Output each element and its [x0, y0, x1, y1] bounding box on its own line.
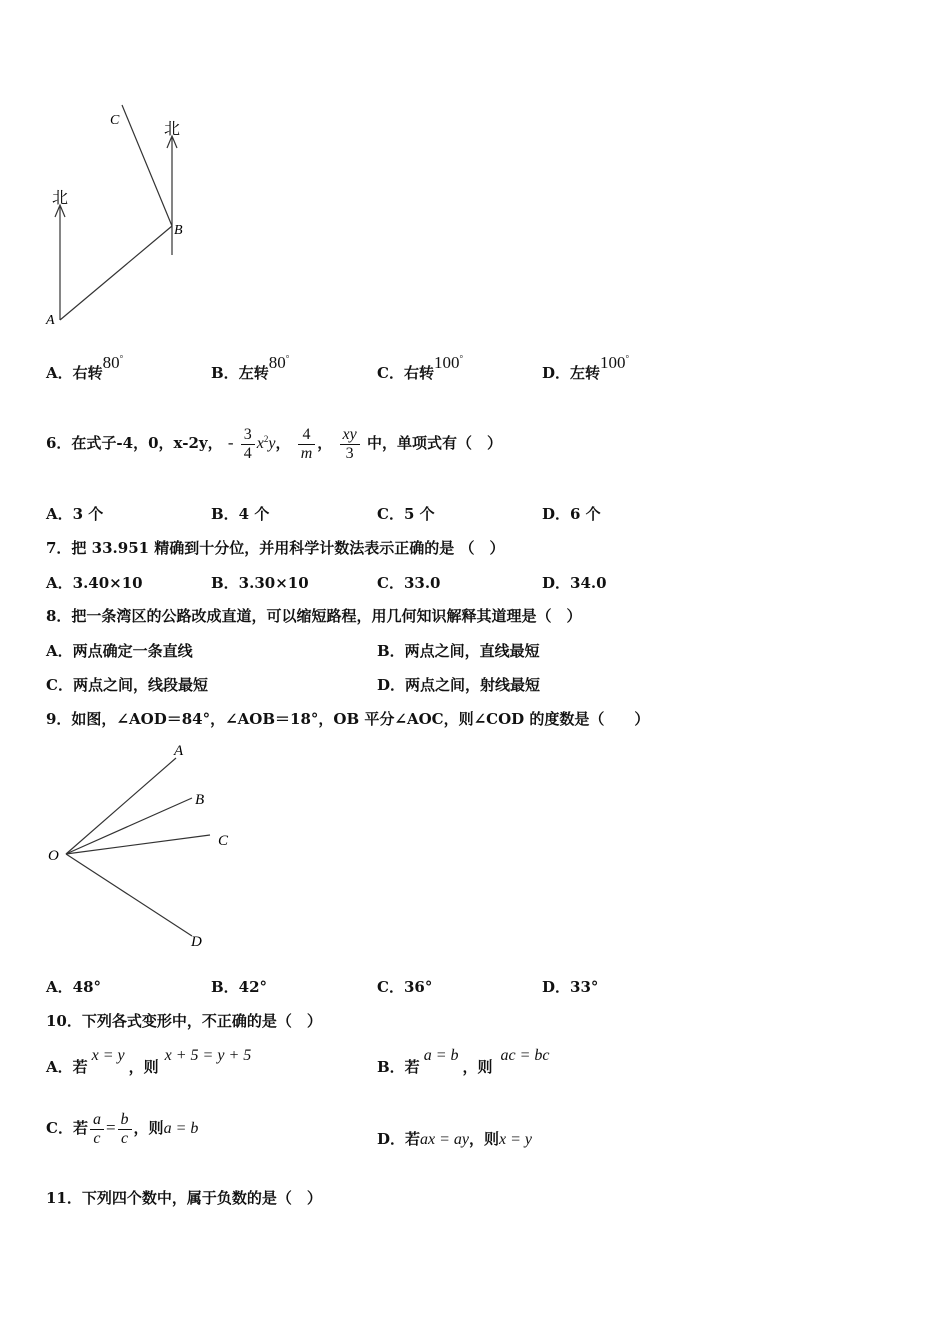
- q10-c-num1: a: [90, 1111, 104, 1130]
- q8-option-d[interactable]: D．两点之间，射线最短: [377, 676, 541, 694]
- q9-option-c[interactable]: C．36°: [377, 978, 433, 996]
- option-text: 右转: [72, 364, 103, 382]
- q6-f3-den: 3: [345, 444, 354, 462]
- q10-c-frac-1: [90, 1111, 104, 1148]
- q10-c-den2: c: [120, 1129, 129, 1147]
- ray-od: [66, 854, 192, 936]
- point-label-b: B: [195, 792, 205, 808]
- option-unit: °: [285, 353, 290, 364]
- option-letter: D．若: [377, 1130, 421, 1148]
- q9-option-d[interactable]: D．33°: [542, 978, 599, 996]
- option-value: 80: [102, 353, 120, 372]
- q8-question: 8．把一条湾区的公路改成直道，可以缩短路程，用几何知识解释其道理是（ ）: [46, 607, 582, 625]
- q10-a-cond: x = y: [91, 1047, 125, 1064]
- q10-c-frac-2: [118, 1111, 132, 1148]
- q5-option-c[interactable]: [377, 353, 464, 383]
- point-label-a: A: [174, 743, 184, 759]
- q10-question: 10．下列各式变形中，不正确的是（ ）: [46, 1012, 322, 1030]
- q9-option-b[interactable]: B．42°: [211, 978, 268, 996]
- q9-option-a[interactable]: A．48°: [46, 978, 102, 996]
- q10-b-res: ac = bc: [500, 1047, 550, 1064]
- ray-oa: [66, 758, 176, 854]
- option-value: 80: [268, 353, 286, 372]
- option-letter: A．若: [46, 1058, 88, 1076]
- q7-option-b[interactable]: B．3.30×10: [211, 574, 309, 592]
- option-value: 100: [600, 353, 626, 372]
- q10-a-res: x + 5 = y + 5: [164, 1047, 252, 1064]
- q6-f1-num: 3: [241, 426, 255, 445]
- q10-c-then: ，则: [133, 1119, 164, 1137]
- option-letter: C．: [377, 364, 404, 382]
- option-text: 左转: [570, 364, 601, 382]
- point-label-o: O: [48, 848, 59, 864]
- q5-option-d[interactable]: [542, 353, 630, 383]
- q6-sep2: ，: [317, 434, 333, 452]
- q7-question: 7．把 33.951 精确到十分位，并用科学计数法表示正确的是 （ ）: [46, 539, 505, 557]
- compass-figure: [40, 95, 200, 335]
- q7-option-c[interactable]: C．33.0: [377, 574, 441, 592]
- q10-option-c[interactable]: [46, 1106, 198, 1151]
- q6-fraction-1: [241, 426, 255, 463]
- point-label-c: C: [218, 833, 229, 849]
- q8-option-b[interactable]: B．两点之间，直线最短: [377, 642, 540, 660]
- q6-sep1: ，: [275, 434, 291, 452]
- q5-option-b[interactable]: [211, 353, 290, 383]
- q10-b-then: ，则: [462, 1058, 493, 1076]
- q6-option-d[interactable]: D．6 个: [542, 505, 601, 523]
- q8-option-a[interactable]: A．两点确定一条直线: [46, 642, 193, 660]
- option-text: 左转: [238, 364, 269, 382]
- q6-f1-exp: 2: [263, 434, 269, 444]
- point-label-b: B: [174, 223, 183, 238]
- option-letter: D．: [542, 364, 571, 382]
- q6-question: [46, 420, 502, 463]
- q6-fraction-2: [298, 426, 316, 463]
- q9-question: 9．如图，∠AOD＝84°，∠AOB＝18°，OB 平分∠AOC，则∠COD 的度数是（ ）: [46, 710, 650, 728]
- north-label-b: 北: [164, 121, 181, 138]
- q6-suffix: 中，单项式有（ ）: [366, 434, 502, 452]
- option-letter: B．若: [377, 1058, 420, 1076]
- q5-option-a[interactable]: [46, 353, 124, 383]
- option-value: 100: [433, 353, 460, 372]
- q8-option-c[interactable]: C．两点之间，线段最短: [46, 676, 208, 694]
- option-letter: B．: [211, 364, 239, 382]
- angle-figure: [40, 738, 240, 953]
- q10-c-res: a = b: [163, 1120, 199, 1137]
- q6-option-a[interactable]: A．3 个: [46, 505, 104, 523]
- option-unit: °: [625, 353, 630, 364]
- option-letter: A．: [46, 364, 73, 382]
- point-label-a: A: [46, 313, 55, 328]
- q10-option-a[interactable]: [46, 1044, 251, 1084]
- q10-option-d[interactable]: [377, 1128, 532, 1149]
- q10-d-then: ，则: [469, 1130, 500, 1148]
- q10-c-num2: b: [118, 1111, 132, 1130]
- q11-question: 11．下列四个数中，属于负数的是（ ）: [46, 1189, 322, 1207]
- q6-f3-num: xy: [340, 426, 360, 445]
- q6-f2-den: m: [300, 444, 313, 462]
- point-label-c: C: [110, 113, 120, 128]
- q10-a-then: ，则: [128, 1058, 159, 1076]
- option-text: 右转: [403, 364, 434, 382]
- q10-c-eq: =: [105, 1118, 116, 1137]
- q6-f1-den: 4: [243, 444, 252, 462]
- option-unit: °: [459, 353, 464, 364]
- q6-f1-x: x: [256, 435, 264, 452]
- q10-b-cond: a = b: [423, 1047, 459, 1064]
- q6-f1-sign: -: [227, 433, 234, 452]
- q6-prefix: 6．在式子-4，0，x-2y，: [46, 434, 223, 452]
- q10-option-b[interactable]: [377, 1044, 550, 1084]
- q6-f1-y: y: [268, 435, 276, 452]
- q10-d-cond: ax = ay: [420, 1131, 470, 1148]
- option-unit: °: [119, 353, 124, 364]
- point-label-d: D: [191, 934, 202, 950]
- segment-ab: [60, 226, 172, 320]
- q7-option-d[interactable]: D．34.0: [542, 574, 607, 592]
- north-label-a: 北: [52, 190, 69, 207]
- q6-option-c[interactable]: C．5 个: [377, 505, 435, 523]
- q6-fraction-3: [340, 426, 360, 463]
- q10-d-res: x = y: [499, 1131, 533, 1148]
- option-letter: C．若: [46, 1119, 88, 1137]
- q10-c-den1: c: [93, 1129, 101, 1147]
- q6-f2-num: 4: [298, 426, 316, 445]
- q6-option-b[interactable]: B．4 个: [211, 505, 270, 523]
- q7-option-a[interactable]: A．3.40×10: [46, 574, 143, 592]
